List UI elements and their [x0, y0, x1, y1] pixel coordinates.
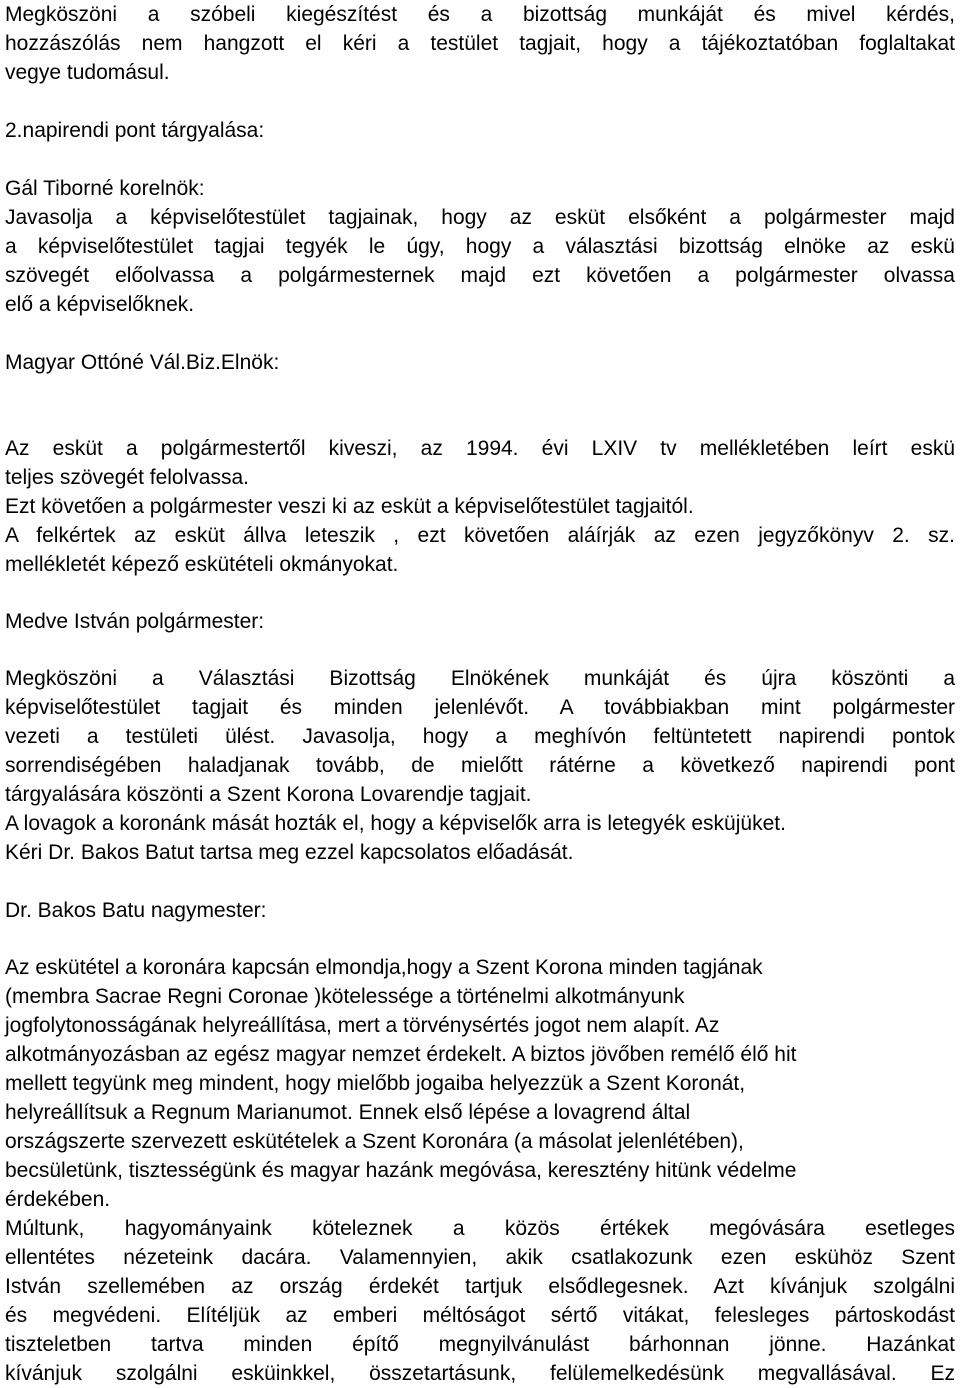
text-line: Megköszöni a szóbeli kiegészítést és a bizottság munkáját és mivel kérdés,	[5, 3, 955, 26]
text-line: mellett tegyünk meg mindent, hogy mielőbb jogaiba helyezzük a Szent Koronát,	[5, 1072, 746, 1095]
text-line: helyreállítsuk a Regnum Marianumot. Ennek első lépése a lovagrend által	[5, 1101, 691, 1124]
text-line: Megköszöni a Választási Bizottság Elnökének munkáját és újra köszönti a	[5, 667, 955, 690]
text-line: vezeti a testületi ülést. Javasolja, hogy a meghívón feltüntetett napirendi pontok	[5, 725, 955, 748]
text-line: Az eskütétel a koronára kapcsán elmondja,hogy a Szent Korona minden tagjának	[5, 956, 763, 979]
text-line: tiszteletben tartva minden építő megnyilvánulást bárhonnan jönne. Hazánkat	[5, 1333, 955, 1356]
text-line: Az esküt a polgármestertől kiveszi, az 1994. évi LXIV tv mellékletében leírt eskü	[5, 437, 955, 460]
text-line: vegye tudomásul.	[5, 61, 170, 84]
text-line: mellékletét képező eskütételi okmányokat.	[5, 553, 399, 576]
text-line: A felkértek az esküt állva leteszik , ezt követően aláírják az ezen jegyzőkönyv 2. sz.	[5, 524, 955, 547]
text-line: érdekében.	[5, 1188, 111, 1211]
text-line: képviselőtestület tagjait és minden jelenlévőt. A továbbiakban mint polgármester	[5, 696, 955, 719]
speaker-heading: Medve István polgármester:	[5, 610, 265, 633]
text-line: a képviselőtestület tagjai tegyék le úgy, hogy a választási bizottság elnöke az eskü	[5, 235, 955, 258]
speaker-heading: Dr. Bakos Batu nagymester:	[5, 899, 267, 922]
text-line: szövegét előolvassa a polgármesternek majd ezt követően a polgármester olvassa	[5, 264, 955, 287]
text-line: Múltunk, hagyományaink köteleznek a közös értékek megóvására esetleges	[5, 1217, 955, 1240]
text-line: A lovagok a koronánk mását hozták el, hogy a képviselők arra is letegyék esküjüket.	[5, 812, 786, 835]
text-line: (membra Sacrae Regni Coronae )kötelessége a történelmi alkotmányunk	[5, 985, 685, 1008]
speaker-heading: Magyar Ottóné Vál.Biz.Elnök:	[5, 351, 280, 374]
text-line: elő a képviselőknek.	[5, 293, 195, 316]
text-line: ellentétes nézeteink dacára. Valamennyien, akik csatlakozunk ezen eskühöz Szent	[5, 1246, 955, 1269]
text-line: sorrendiségében haladjanak tovább, de mielőtt rátérne a következő napirendi pont	[5, 754, 955, 777]
text-line: Kéri Dr. Bakos Batut tartsa meg ezzel kapcsolatos előadását.	[5, 841, 574, 864]
text-line: kívánjuk szolgálni esküinkkel, összetartásunk, felülemelkedésünk megvallásával. Ez	[5, 1362, 955, 1385]
text-line: István szellemében az ország érdekét tartjuk elsődlegesnek. Azt kívánjuk szolgálni	[5, 1275, 955, 1298]
text-line: országszerte szervezett eskütételek a Szent Koronára (a másolat jelenlétében),	[5, 1130, 744, 1153]
text-line: teljes szövegét felolvassa.	[5, 466, 249, 489]
text-line: hozzászólás nem hangzott el kéri a testület tagjait, hogy a tájékoztatóban foglaltakat	[5, 32, 955, 55]
text-line: alkotmányozásban az egész magyar nemzet érdekelt. A biztos jövőben remélő élő hit	[5, 1043, 797, 1066]
agenda-heading: 2.napirendi pont tárgyalása:	[5, 119, 265, 142]
text-line: Ezt követően a polgármester veszi ki az esküt a képviselőtestület tagjaitól.	[5, 495, 694, 518]
speaker-heading: Gál Tiborné korelnök:	[5, 177, 205, 200]
text-line: tárgyalására köszönti a Szent Korona Lovarendje tagjait.	[5, 783, 532, 806]
text-line: jogfolytonosságának helyreállítása, mert a törvénysértés jogot nem alapít. Az	[5, 1014, 720, 1037]
text-line: becsületünk, tisztességünk és magyar hazánk megóvása, keresztény hitünk védelme	[5, 1159, 797, 1182]
text-line: Javasolja a képviselőtestület tagjainak, hogy az esküt elsőként a polgármester majd	[5, 206, 955, 229]
text-line: és megvédeni. Elítéljük az emberi méltóságot sértő vitákat, felesleges pártoskodást	[5, 1304, 955, 1327]
